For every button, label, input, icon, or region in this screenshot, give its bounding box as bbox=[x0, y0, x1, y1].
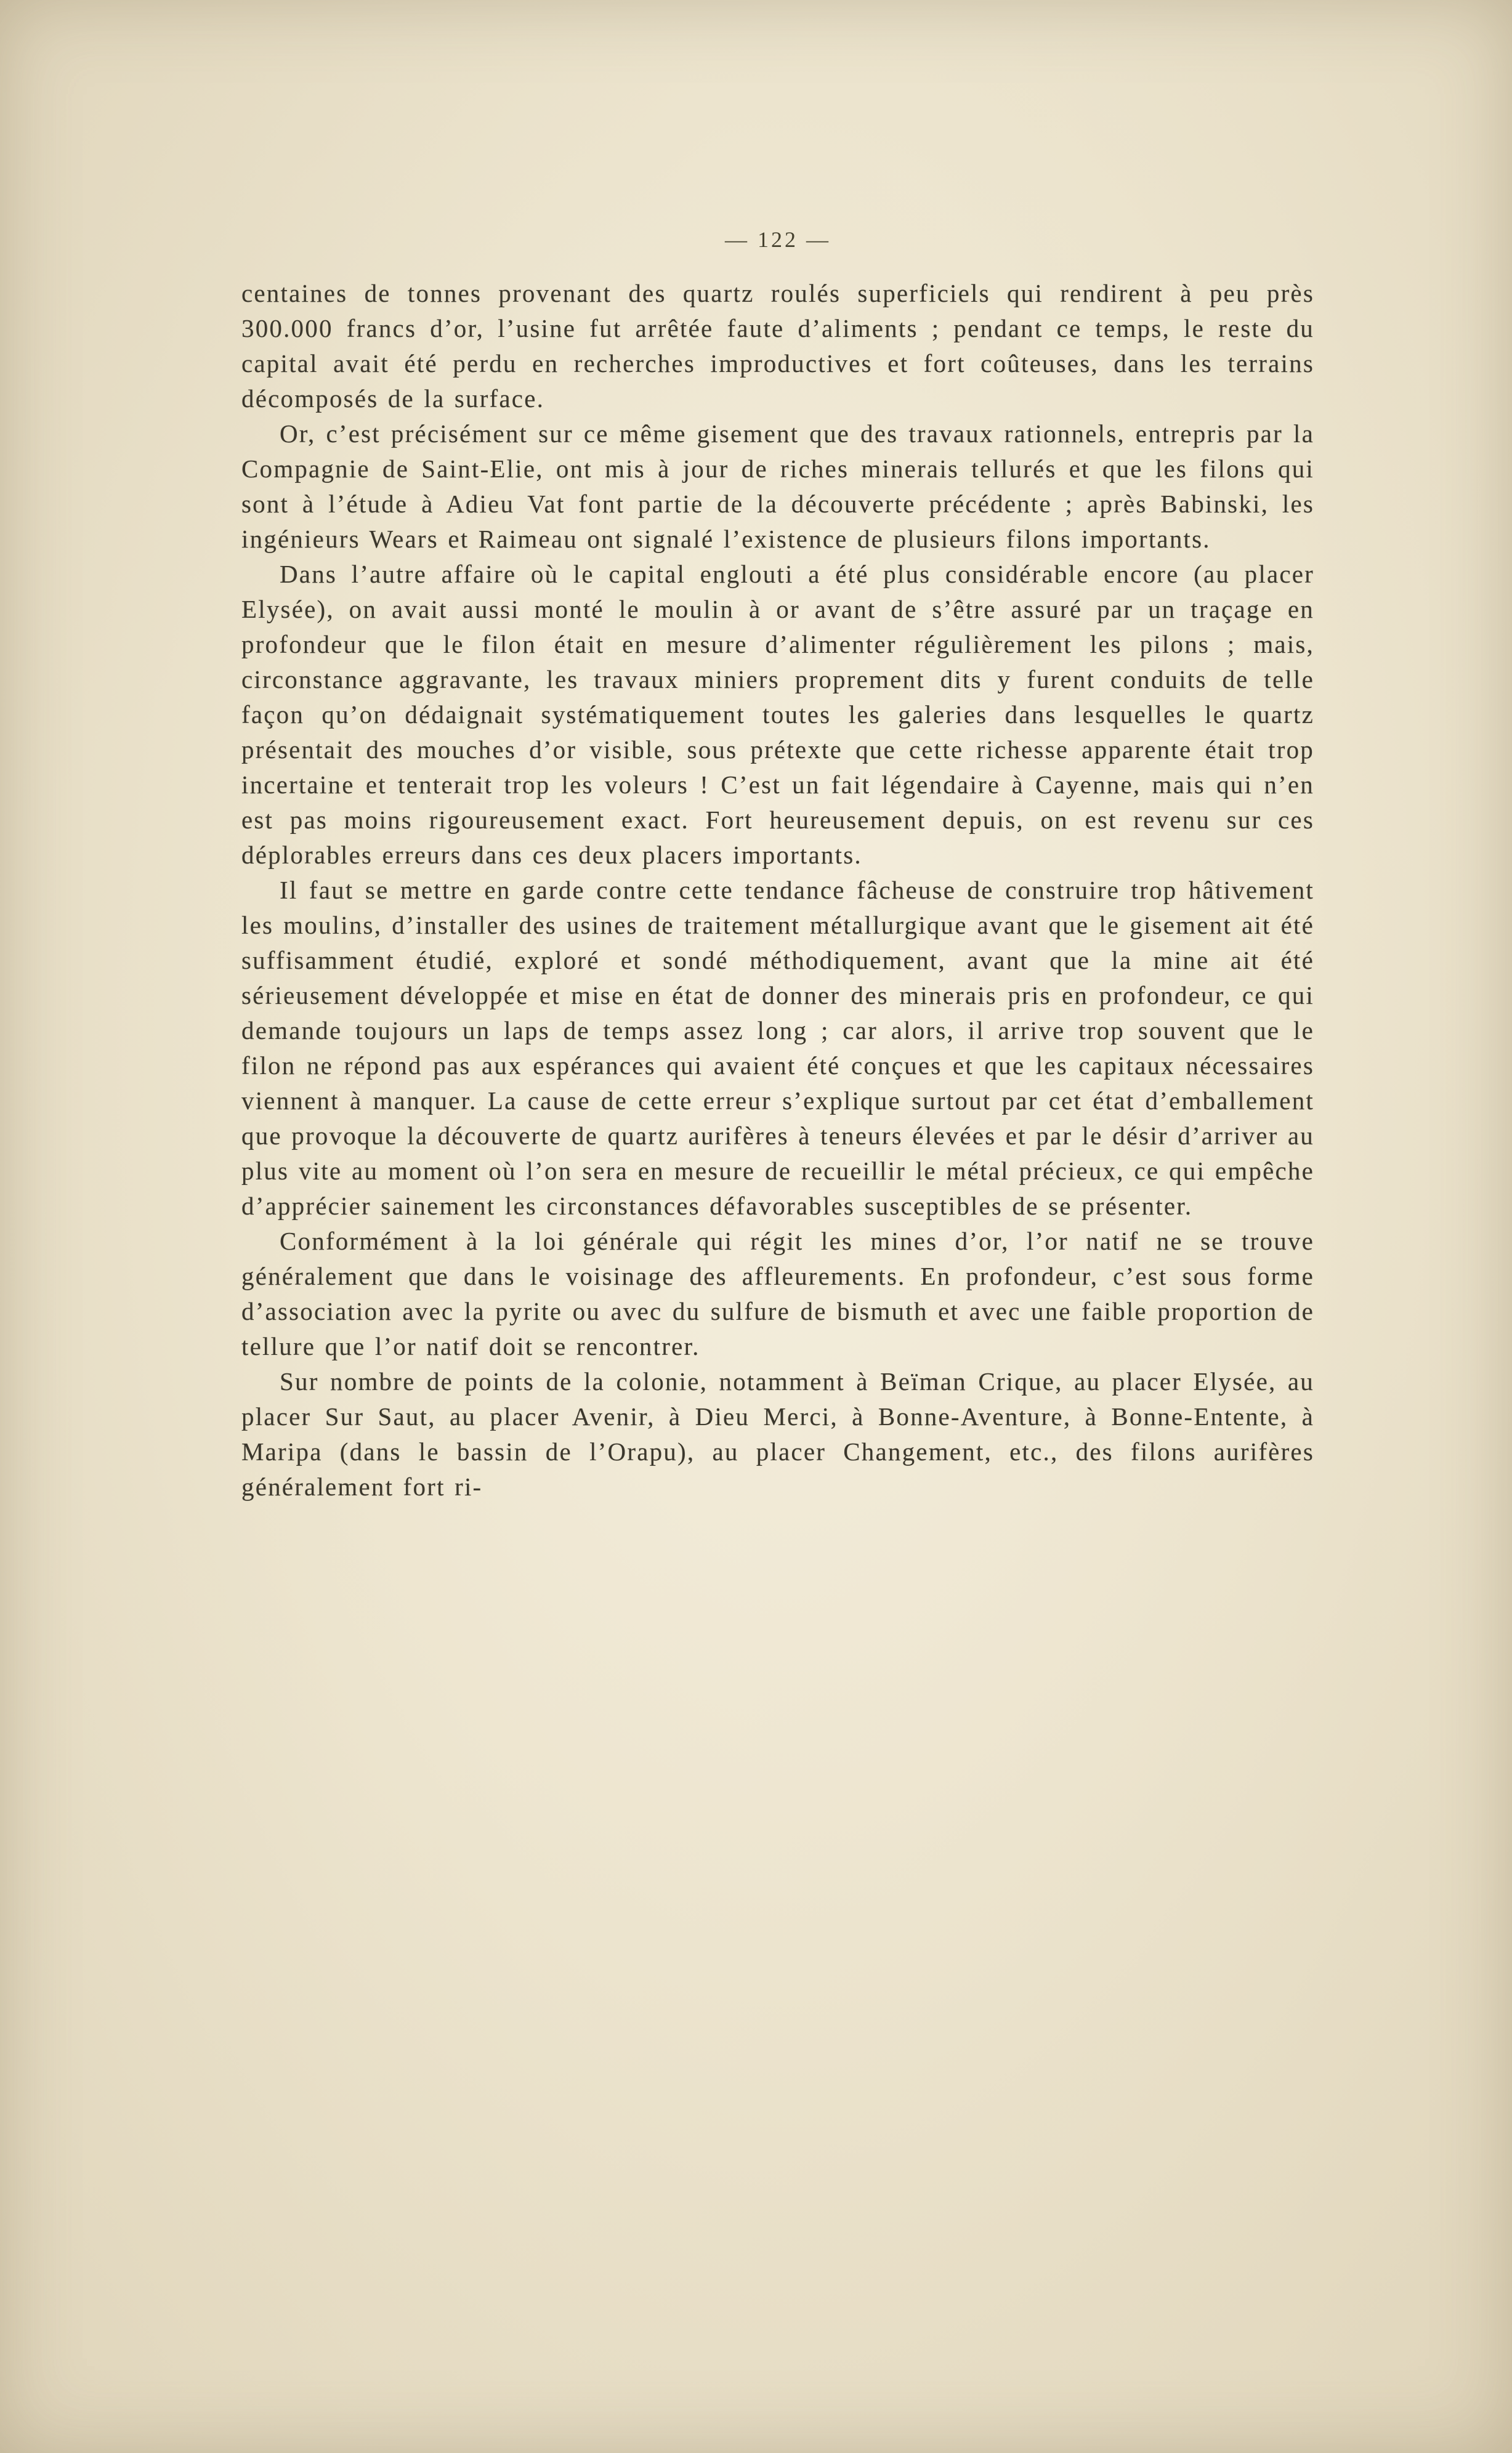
page-text-block bbox=[241, 276, 1314, 1505]
paragraph-mise-en-garde: Il faut se mettre en garde contre cette tendance fâcheuse de construire trop hâtivement les moulins, d’installer des usines de traitement métallurgique avant que le gisement ait été suffisamment étudié, exploré et sondé méthodiquement, avant que la mine ait été sérieusement développée et mise en état de donner des minerais pris en profondeur, ce qui demande toujours un laps de temps assez long ; car alors, il arrive trop souvent que le filon ne répond pas aux espérances qui avaient été conçues et que les capitaux nécessaires viennent à manquer. La cause de cette erreur s’explique surtout par cet état d’emballement que provoque la découverte de quartz aurifères à teneurs élevées et par le désir d’arriver au plus vite au moment où l’on sera en mesure de recueillir le métal précieux, ce qui empêche d’apprécier sainement les circonstances défavorables susceptibles de se présenter. bbox=[241, 876, 1314, 1220]
paragraph-saint-elie: Or, c’est précisément sur ce même gisement que des travaux rationnels, entrepris par la Compagnie de Saint-Elie, ont mis à jour de riches minerais tellurés et que les filons qui sont à l’étude à Adieu Vat font partie de la découverte précédente ; après Babinski, les ingénieurs Wears et Raimeau ont signalé l’existence de plusieurs filons importants. bbox=[241, 419, 1314, 553]
paragraph-placer-elysee: Dans l’autre affaire où le capital englouti a été plus considérable encore (au placer Elysée), on avait aussi monté le moulin à or avant de s’être assuré par un traçage en profondeur que le filon était en mesure d’alimenter régulièrement les pilons ; mais, circonstance aggravante, les travaux miniers proprement dits y furent conduits de telle façon qu’on dédaignait systématiquement toutes les galeries dans lesquelles le quartz présentait des mouches d’or visible, sous prétexte que cette richesse apparente était trop incertaine et tenterait trop les voleurs ! C’est un fait légendaire à Cayenne, mais qui n’en est pas moins rigoureusement exact. Fort heureusement depuis, on est revenu sur ces déplorables erreurs dans ces deux placers importants. bbox=[241, 560, 1314, 869]
paragraph-points-colonie: Sur nombre de points de la colonie, notamment à Beïman Crique, au placer Elysée, au placer Sur Saut, au placer Avenir, à Dieu Merci, à Bonne-Aventure, à Bonne-Entente, à Maripa (dans le bassin de l’Orapu), au placer Changement, etc., des filons aurifères généralement fort ri- bbox=[241, 1367, 1314, 1501]
page-number: — 122 — bbox=[725, 227, 831, 252]
paragraph-loi-generale: Conformément à la loi générale qui régit les mines d’or, l’or natif ne se trouve généralement que dans le voisinage des affleurements. En profondeur, c’est sous forme d’association avec la pyrite ou avec du sulfure de bismuth et avec une faible proportion de tellure que l’or natif doit se rencontrer. bbox=[241, 1227, 1314, 1360]
paragraph-continuation: centaines de tonnes provenant des quartz roulés superficiels qui rendirent à peu près 300.000 francs d’or, l’usine fut arrêtée faute d’aliments ; pendant ce temps, le reste du capital avait été perdu en recherches improductives et fort coûteuses, dans les terrains décomposés de la surface. bbox=[241, 279, 1314, 413]
